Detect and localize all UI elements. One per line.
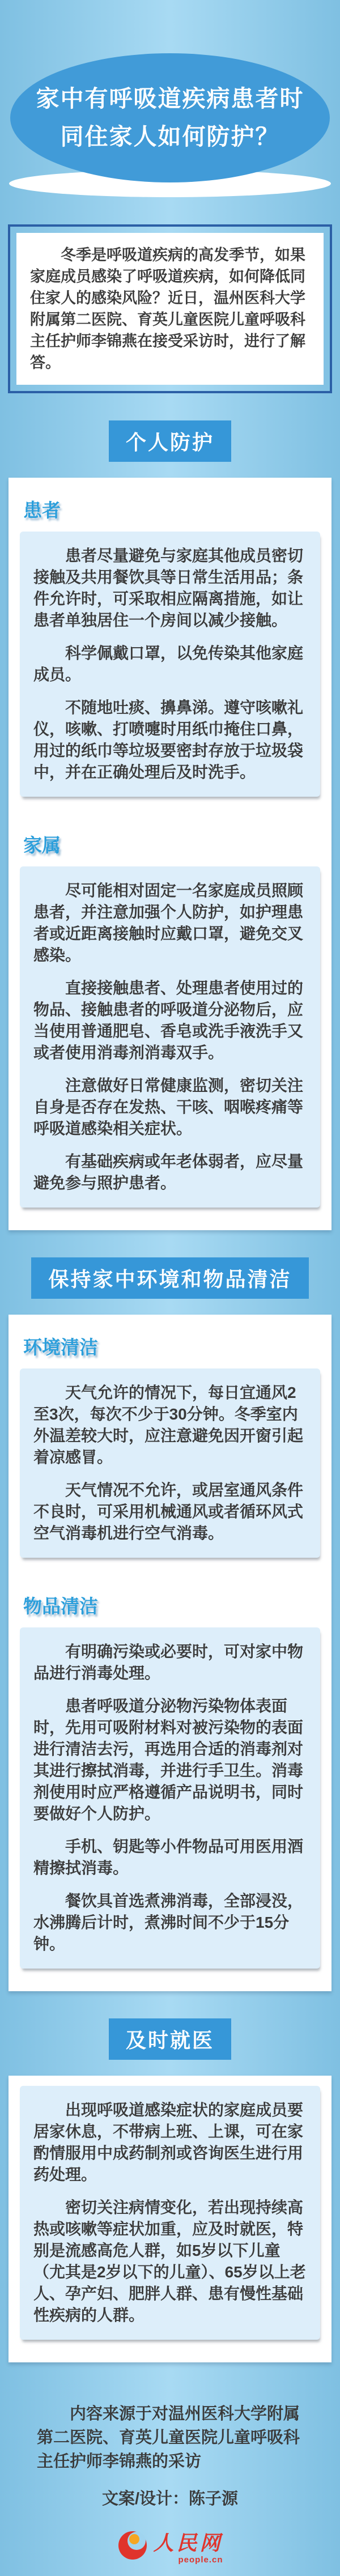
card-personal-protection: [8, 478, 332, 1230]
paragraph: 患者尽量避免与家庭其他成员密切接触及共用餐饮具等日常生活用品；条件允许时，可采取相应隔离措施，如让患者单独居住一个房间以减少接触。: [33, 547, 304, 629]
intro-card: [8, 224, 332, 393]
content-box-items: [20, 1627, 320, 1969]
paragraph: 注意做好日常健康监测，密切关注自身是否存在发热、干咳、咽喉疼痛等呼吸道感染相关症状。: [33, 1077, 304, 1137]
paragraph: 手机、钥匙等小件物品可用医用酒精擦拭消毒。: [33, 1838, 304, 1877]
section-header-seek-care: 及时就医: [109, 2018, 231, 2060]
section-header-clean-home: 保持家中环境和物品清洁: [31, 1257, 308, 1299]
footer: [0, 2402, 340, 2565]
page-title-line2: 同住家人如何防护？: [60, 124, 280, 150]
paragraph: 出现呼吸道感染症状的家庭成员要居家休息，不带病上班、上课，可在家酌情服用中成药制剂或咨询医生进行用药处理。: [33, 2101, 304, 2183]
content-box-patient: [20, 532, 320, 797]
paragraph: 尽可能相对固定一名家庭成员照顾患者，并注意加强个人防护，如护理患者或近距离接触时应戴口罩，避免交叉感染。: [33, 882, 304, 964]
card-seek-care: [8, 2076, 332, 2362]
page-title: [36, 80, 304, 156]
subsection-heading-patient: 患者: [23, 500, 61, 521]
section-header-personal-protection: 个人防护: [109, 420, 231, 462]
content-box-environment: [20, 1368, 320, 1558]
subsection-heading-family: 家属: [23, 835, 61, 856]
paragraph: 天气情况不允许，或居室通风条件不良时，可采用机械通风或者循环风式空气消毒机进行空气消毒。: [33, 1481, 304, 1542]
people-logo-text: [153, 2527, 223, 2565]
subsection-heading-items: 物品清洁: [23, 1596, 98, 1617]
page-title-line1: 家中有呼吸道疾病患者时: [36, 86, 304, 112]
content-box-seek-care: [20, 2086, 320, 2340]
paragraph: 餐饮具首选煮沸消毒，全部浸没，水沸腾后计时，煮沸时间不少于15分钟。: [33, 1892, 304, 1953]
footer-credit: 文案/设计：陈子源: [101, 2490, 239, 2508]
paragraph: 密切关注病情变化，若出现持续高热或咳嗽等症状加重，应及时就医，特别是流感高危人群，如5岁以下儿童（尤其是2岁以下的儿童）、65岁以上老人、孕产妇、肥胖人群、患有慢性基础性疾病的人群。: [33, 2199, 306, 2324]
people-logo: [0, 2527, 340, 2565]
card-clean-home: [8, 1315, 332, 1991]
paragraph: 不随地吐痰、擤鼻涕。遵守咳嗽礼仪，咳嗽、打喷嚏时用纸巾掩住口鼻，用过的纸巾等垃圾要密封存放于垃圾袋中，并在正确处理后及时洗手。: [33, 699, 304, 781]
paragraph: 科学佩戴口罩，以免传染其他家庭成员。: [33, 644, 304, 683]
people-logo-cn: 人民网: [153, 2531, 223, 2554]
hero-banner: [0, 0, 340, 198]
intro-paragraph: 冬季是呼吸道疾病的高发季节，如果家庭成员感染了呼吸道疾病，如何降低同住家人的感染风险？近日，温州医科大学附属第二医院、育英儿童医院儿童呼吸科主任护师李锦燕在接受采访时，进行了解答。: [30, 246, 305, 371]
paragraph: 患者呼吸道分泌物污染物体表面时，先用可吸附材料对被污染物的表面进行清洁去污，再选用合适的消毒剂对其进行擦拭消毒，并进行手卫生。消毒剂使用时应严格遵循产品说明书，同时要做好个人防护。: [33, 1697, 304, 1822]
intro-card-inner: [16, 233, 324, 385]
paragraph: 有明确污染或必要时，可对家中物品进行消毒处理。: [33, 1643, 304, 1682]
paragraph: 直接接触患者、处理患者使用过的物品、接触患者的呼吸道分泌物后，应当使用普通肥皂、香皂或洗手液洗手又或者使用消毒剂消毒双手。: [33, 979, 304, 1061]
people-logo-en: people.cn: [178, 2555, 223, 2565]
hero-ellipse: [10, 53, 330, 182]
paragraph: 有基础疾病或年老体弱者，应尽量避免参与照护患者。: [33, 1153, 304, 1192]
footer-source: 内容来源于对温州医科大学附属第二医院、育英儿童医院儿童呼吸科主任护师李锦燕的采访: [37, 2405, 300, 2471]
content-box-family: [20, 866, 320, 1208]
people-logo-swirl-icon: [117, 2529, 148, 2564]
subsection-heading-environment: 环境清洁: [23, 1337, 98, 1358]
paragraph: 天气允许的情况下，每日宜通风2至3次，每次不少于30分钟。冬季室内外温差较大时，应注意避免因开窗引起着凉感冒。: [33, 1384, 304, 1466]
